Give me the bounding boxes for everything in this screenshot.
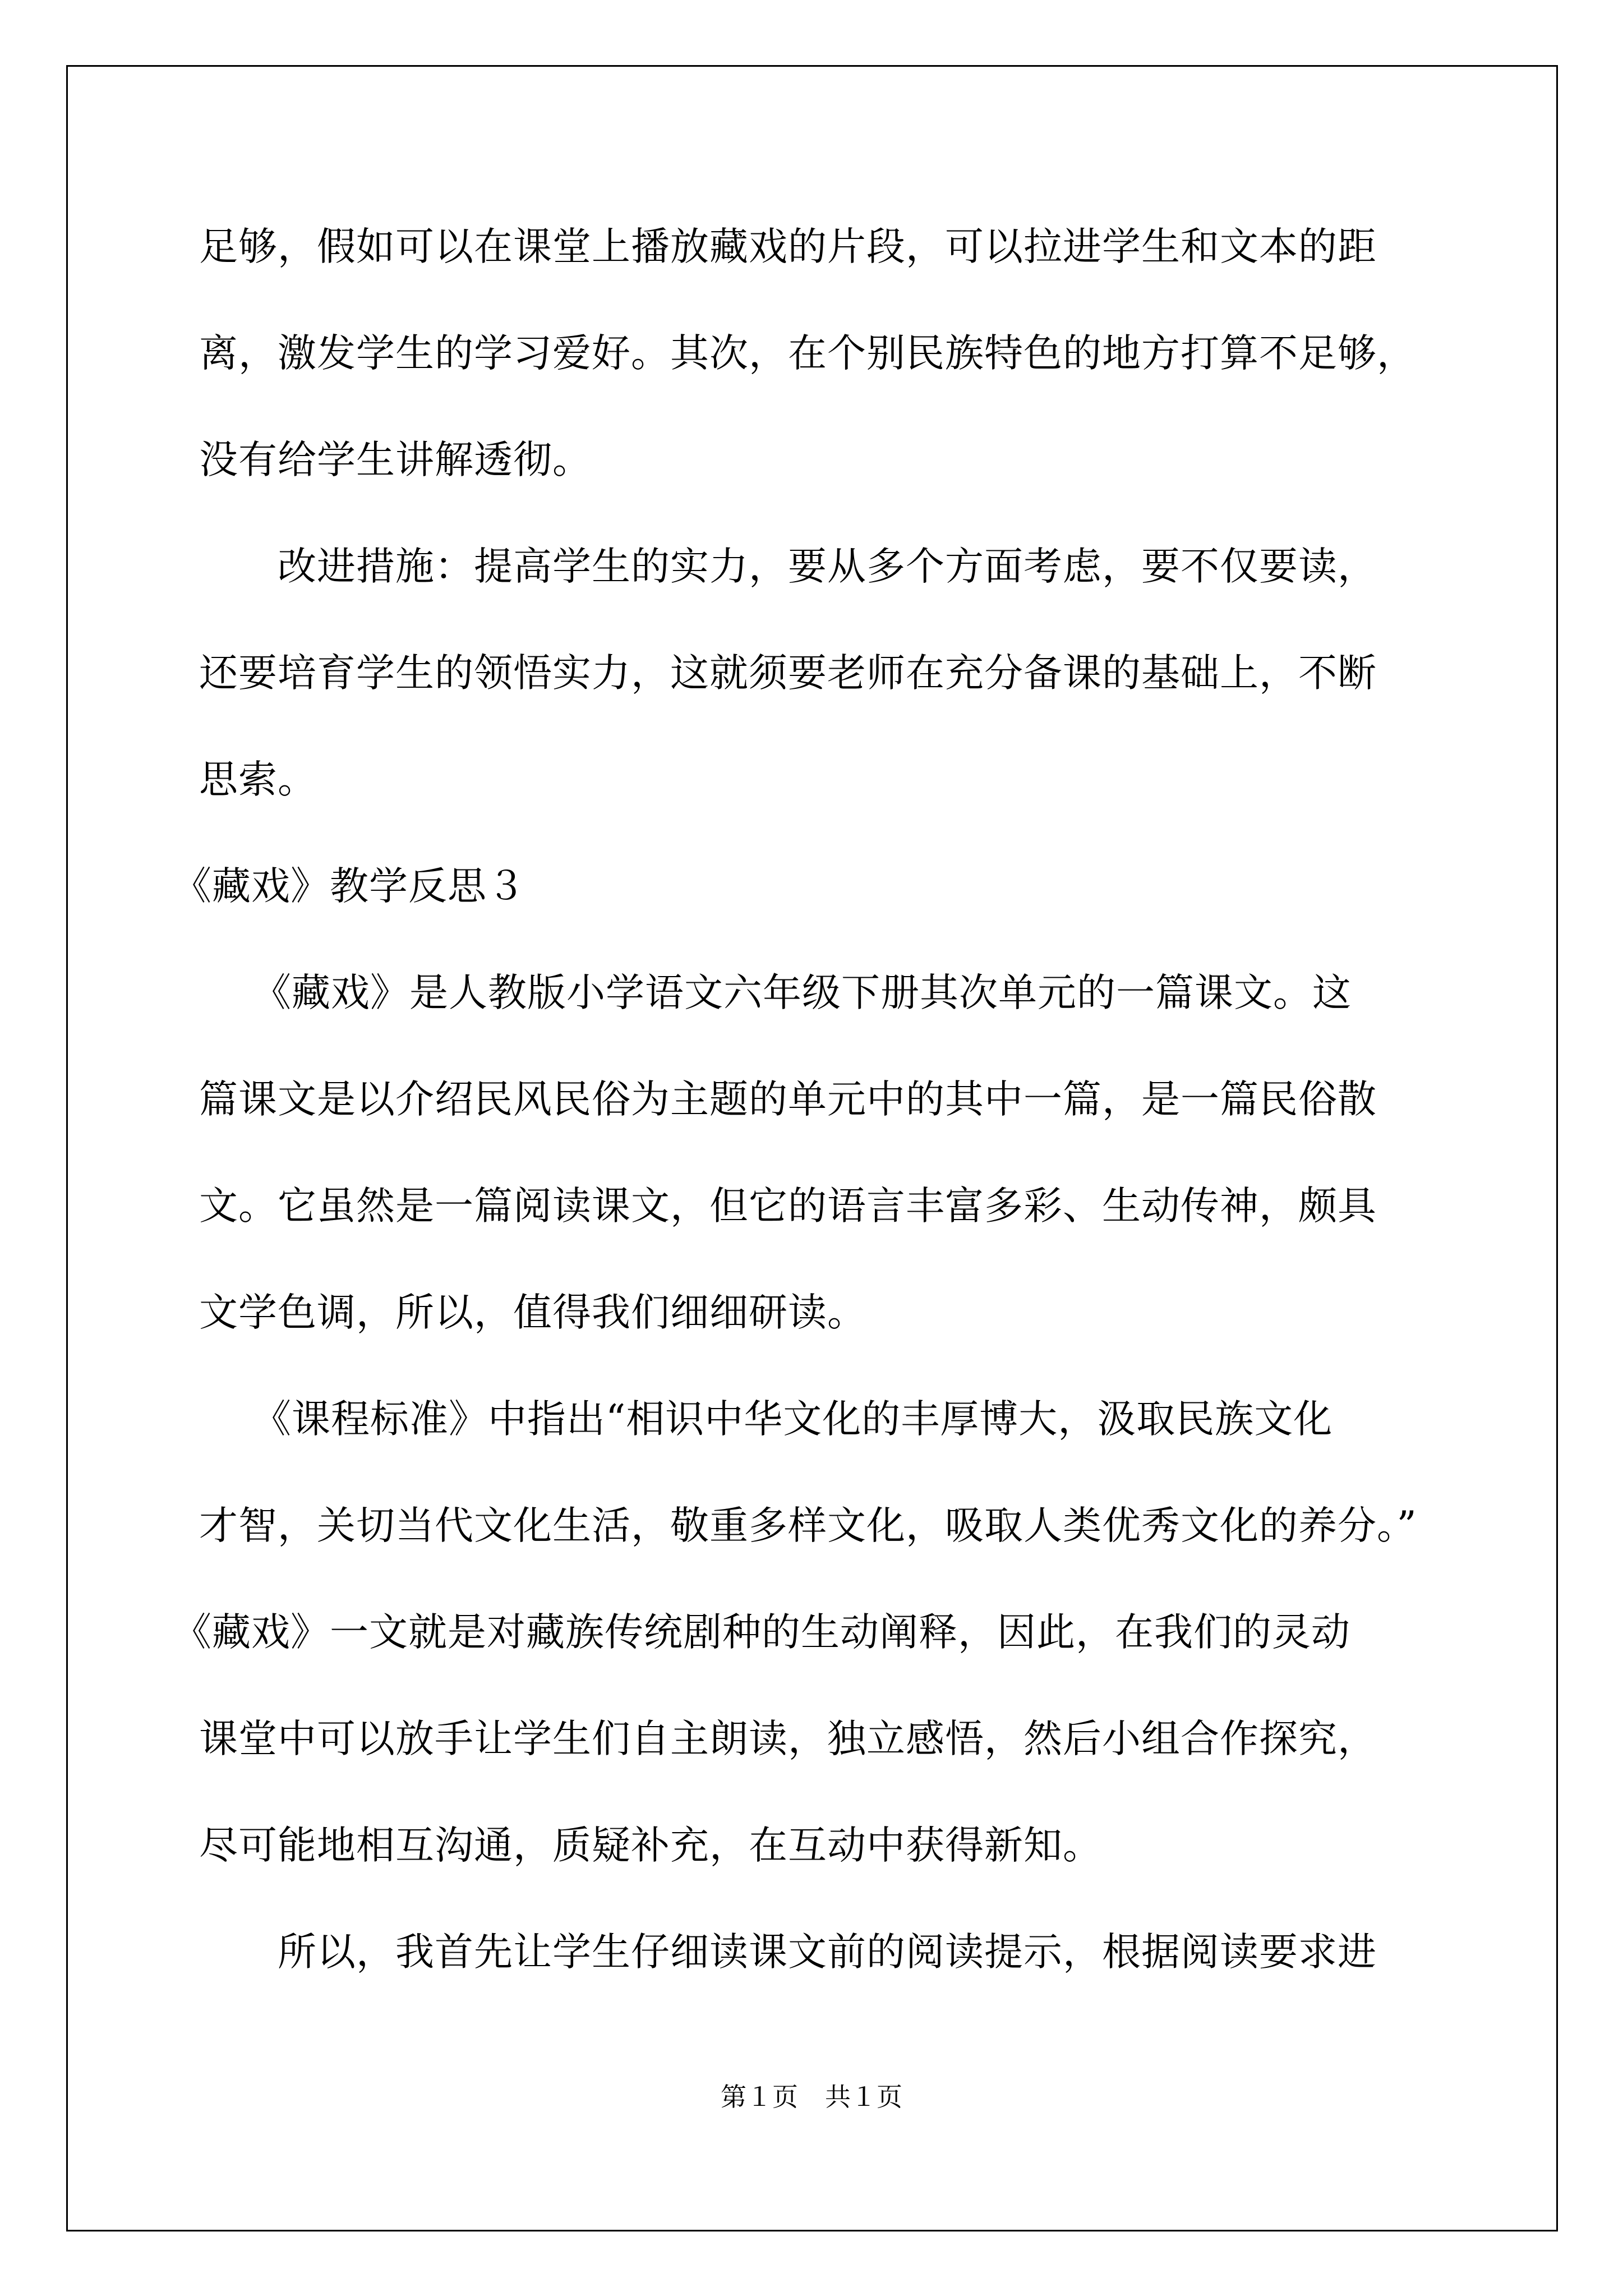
text-line: 文。它虽然是一篇阅读课文，但它的语言丰富多彩、生动传神，颇具: [199, 1184, 1377, 1228]
page-total: 共１页: [825, 2082, 902, 2112]
text-line: 《藏戏》是人教版小学语文六年级下册其次单元的一篇课文。这: [252, 970, 1352, 1015]
section-heading: 《藏戏》教学反思３: [173, 864, 526, 909]
text-line: 课堂中可以放手让学生们自主朗读，独立感悟，然后小组合作探究，: [199, 1717, 1377, 1761]
text-line: 尽可能地相互沟通，质疑补充，在互动中获得新知。: [199, 1823, 1102, 1868]
text-line: 改进措施：提高学生的实力，要从多个方面考虑，要不仅要读，: [278, 544, 1377, 589]
text-line: 篇课文是以介绍民风民俗为主题的单元中的其中一篇，是一篇民俗散: [199, 1077, 1377, 1122]
page-number: 第１页: [721, 2082, 798, 2112]
text-line: 文学色调，所以，值得我们细细研读。: [199, 1290, 866, 1335]
text-line: 足够，假如可以在课堂上播放藏戏的片段，可以拉进学生和文本的距: [199, 224, 1377, 269]
text-line: 没有给学生讲解透彻。: [199, 438, 592, 482]
text-line: 离，激发学生的学习爱好。其次，在个别民族特色的地方打算不足够，: [199, 331, 1416, 376]
text-line: 所以，我首先让学生仔细读课文前的阅读提示，根据阅读要求进: [278, 1930, 1377, 1975]
text-line: 《藏戏》一文就是对藏族传统剧种的生动阐释，因此，在我们的灵动: [173, 1610, 1350, 1655]
page-footer: [0, 2081, 1623, 2113]
text-line: 还要培育学生的领悟实力，这就须要老师在充分备课的基础上，不断: [199, 651, 1377, 696]
page-border: [66, 65, 1558, 2231]
text-line: 《课程标准》中指出“相识中华文化的丰厚博大，汲取民族文化: [252, 1397, 1333, 1442]
text-line: 才智，关切当代文化生活，敬重多样文化，吸取人类优秀文化的养分。”: [199, 1503, 1417, 1548]
text-line: 思索。: [199, 757, 317, 802]
